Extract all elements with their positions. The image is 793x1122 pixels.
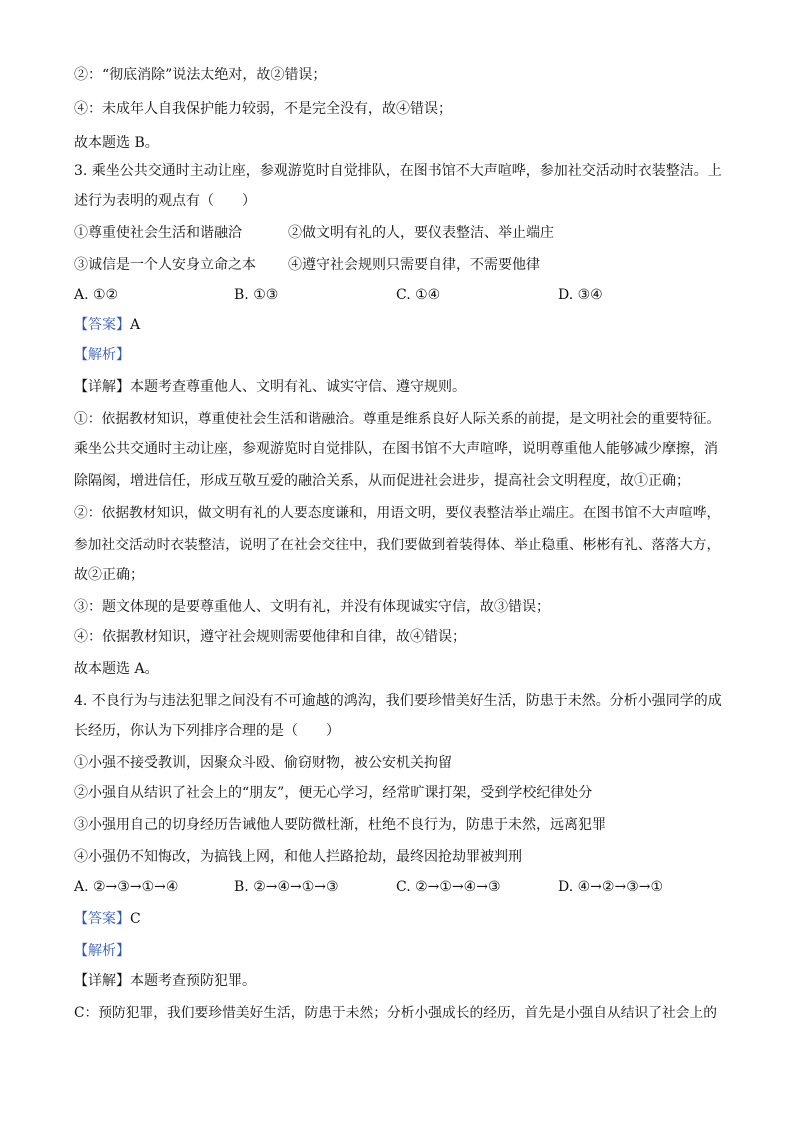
q3-detail-line: 故②正确； — [74, 567, 144, 583]
q4-stem-line-1: 4. 不良行为与违法犯罪之间没有不可逾越的鸿沟，我们要珍惜美好生活，防患于未然。分析小强同学的成 — [74, 693, 722, 709]
q4-options-row — [74, 876, 727, 898]
analysis-tag: 【解析】 — [74, 347, 130, 363]
q3-detail-line: ③：题文体现的是要尊重他人、文明有礼，并没有体现诚实守信，故③错误； — [74, 599, 550, 615]
q3-detail-line: ①：依据教材知识，尊重使社会生活和谐融洽。尊重是维系良好人际关系的前提，是文明社会的重要特征。 — [74, 411, 721, 427]
analysis-tag: 【解析】 — [74, 943, 130, 959]
q4-stem-line-2: 长经历，你认为下列排序合理的是（ ） — [74, 723, 340, 739]
q4-detail-heading — [74, 970, 727, 992]
q3-option-b: B. ①③ — [234, 287, 279, 303]
prev-conclusion: 故本题选 B。 — [74, 135, 159, 151]
prev-analysis-line: ④：未成年人自我保护能力较弱，不是完全没有，故④错误； — [74, 101, 452, 117]
q3-option-c: C. ①④ — [396, 287, 441, 303]
q4-statement-2: ②小强自从结识了社会上的“朋友”，便无心学习，经常旷课打架，受到学校纪律处分 — [74, 785, 593, 801]
q4-detail-summary: 本题考查预防犯罪。 — [130, 973, 256, 989]
answer-tag: 【答案】 — [74, 317, 130, 333]
q4-statement-3: ③小强用自己的切身经历告诫他人要防微杜渐，杜绝不良行为，防患于未然，远离犯罪 — [74, 817, 606, 833]
detail-tag: 【详解】 — [74, 379, 130, 395]
q3-detail-summary: 本题考查尊重他人、文明有礼、诚实守信、遵守规则。 — [130, 379, 466, 395]
q3-answer-value: A — [130, 317, 141, 333]
q3-detail-heading — [74, 376, 727, 398]
q4-answer — [74, 908, 727, 930]
q3-statement-1: ①尊重使社会生活和谐融洽 — [74, 225, 242, 241]
q3-analysis-heading — [74, 344, 727, 366]
q4-statement-4: ④小强仍不知悔改，为搞钱上网，和他人拦路抢劫，最终因抢劫罪被判刑 — [74, 849, 522, 865]
q3-statements-row — [74, 254, 727, 276]
q4-option-d: D. ④→②→③→① — [558, 879, 664, 895]
q3-stem-line-2: 述行为表明的观点有（ ） — [74, 193, 256, 209]
q3-detail-line: 乘坐公共交通时主动让座，参观游览时自觉排队，在图书馆不大声喧哗，说明尊重他人能够减少摩擦，消 — [74, 441, 718, 457]
q4-answer-value: C — [130, 911, 141, 927]
answer-tag: 【答案】 — [74, 911, 130, 927]
q3-conclusion: 故本题选 A。 — [74, 661, 159, 677]
q3-detail-line: ②：依据教材知识，做文明有礼的人要态度谦和，用语文明，要仪表整洁举止端庄。在图书馆不大声喧哗， — [74, 505, 721, 521]
q3-detail-line: 除隔阂，增进信任，形成互敬互爱的融洽关系，从而促进社会进步，提高社会文明程度，故①正确； — [74, 473, 690, 489]
detail-tag: 【详解】 — [74, 973, 130, 989]
q3-detail-line: ④：依据教材知识，遵守社会规则需要他律和自律，故④错误； — [74, 629, 466, 645]
q3-statement-2: ②做文明有礼的人，要仪表整洁、举止端庄 — [288, 225, 554, 241]
q3-option-a: A. ①② — [74, 287, 119, 303]
prev-analysis-line: ②：“彻底消除”说法太绝对，故②错误； — [74, 67, 327, 83]
q3-answer — [74, 314, 727, 336]
q3-option-d: D. ③④ — [558, 287, 603, 303]
q3-stem-line-1: 3. 乘坐公共交通时主动让座，参观游览时自觉排队，在图书馆不大声喧哗，参加社交活动时衣装整洁。上 — [74, 163, 722, 179]
q4-option-c: C. ②→①→④→③ — [396, 879, 501, 895]
q4-detail-line: C：预防犯罪，我们要珍惜美好生活，防患于未然；分析小强成长的经历，首先是小强自从结识了社会上的 — [74, 1005, 718, 1021]
q4-analysis-heading — [74, 940, 727, 962]
q3-options-row — [74, 284, 727, 306]
q4-option-b: B. ②→④→①→③ — [234, 879, 339, 895]
q3-statement-3: ③诚信是一个人安身立命之本 — [74, 257, 256, 273]
q3-statement-4: ④遵守社会规则只需要自律，不需要他律 — [288, 257, 540, 273]
q3-detail-line: 参加社交活动时衣装整洁，说明了在社会交往中，我们要做到着装得体、举止稳重、彬彬有礼、落落大方， — [74, 537, 721, 553]
q3-statements-row — [74, 222, 727, 244]
q4-option-a: A. ②→③→①→④ — [74, 879, 179, 895]
q4-statement-1: ①小强不接受教训，因聚众斗殴、偷窃财物，被公安机关拘留 — [74, 755, 452, 771]
